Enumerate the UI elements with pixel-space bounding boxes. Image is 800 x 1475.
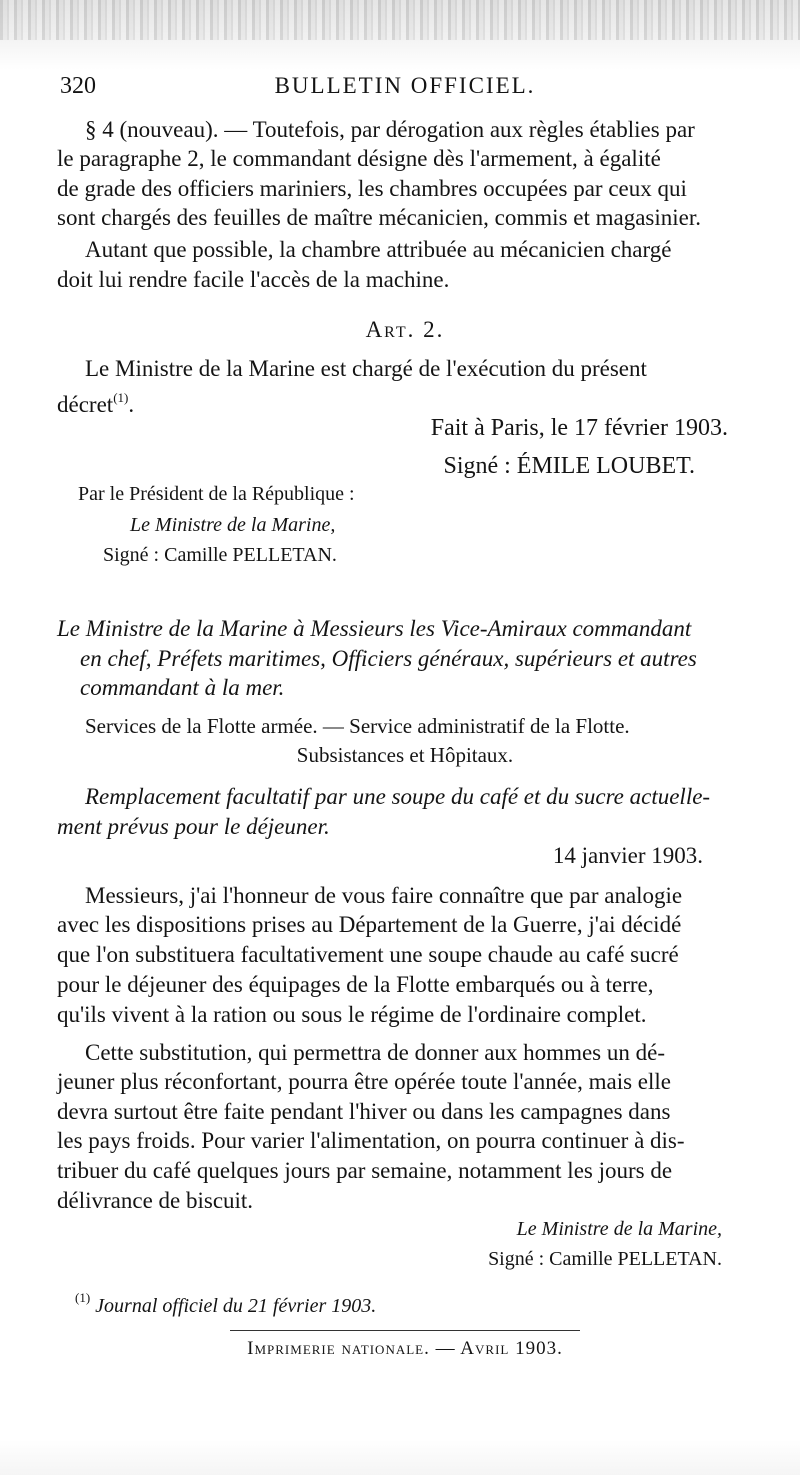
article-heading: Art. 2. xyxy=(365,317,445,342)
services-line-2: Subsistances et Hôpitaux. xyxy=(296,743,514,767)
scan-edge xyxy=(0,0,800,40)
imprint: Imprimerie nationale. — Avril 1903. xyxy=(247,1338,563,1359)
para-s4-line-3: de grade des officiers mariniers, les chambres occupées par ceux qui xyxy=(57,176,687,201)
body-p2-line-4: les pays froids. Pour varier l'alimentation, on pourra continuer à dis- xyxy=(57,1128,685,1153)
body-p1-line-5: qu'ils vivent à la ration ou sous le régime de l'ordinaire complet. xyxy=(57,1002,647,1027)
body-p1-line-2: avec les dispositions prises au Département de la Guerre, j'ai décidé xyxy=(57,912,682,937)
para-s4-line-1: § 4 (nouveau). — Toutefois, par dérogation aux règles établies par xyxy=(85,117,695,142)
signed-minister-2: Signé : Camille PELLETAN. xyxy=(488,1248,722,1270)
article-line-2-text: décret xyxy=(57,392,114,417)
footnote-marker: (1) xyxy=(75,1290,91,1305)
circular-address-line-2: en chef, Préfets maritimes, Officiers généraux, supérieurs et autres xyxy=(80,646,697,671)
circular-address-line-3: commandant à la mer. xyxy=(80,675,285,700)
footnote-text: Journal officiel du 21 février 1903. xyxy=(95,1295,377,1317)
body-p1-line-3: que l'on substituera facultativement une soupe chaude au café sucré xyxy=(57,942,679,967)
body-p2-line-3: devra surtout être faite pendant l'hiver ou dans les campagnes dans xyxy=(57,1099,671,1124)
par-le-president: Par le Président de la République : xyxy=(78,483,355,505)
para-s4-line-2: le paragraphe 2, le commandant désigne dès l'armement, à égalité xyxy=(57,146,661,171)
signed-president: Signé : ÉMILE LOUBET. xyxy=(443,453,695,479)
body-p2-line-5: tribuer du café quelques jours par semaine, notamment les jours de xyxy=(57,1158,673,1183)
body-p2-line-1: Cette substitution, qui permettra de donner aux hommes un dé- xyxy=(85,1040,665,1065)
body-p2-line-2: jeuner plus réconfortant, pourra être opérée toute l'année, mais elle xyxy=(57,1069,672,1094)
para-autant-line-2: doit lui rendre facile l'accès de la machine. xyxy=(57,267,450,292)
services-line-1: Services de la Flotte armée. — Service administratif de la Flotte. xyxy=(85,714,630,738)
article-line-2-end: . xyxy=(128,392,135,417)
circular-address-line-1: Le Ministre de la Marine à Messieurs les Vice-Amiraux commandant xyxy=(57,616,692,641)
subject-line-1: Remplacement facultatif par une soupe du café et du sucre actuelle- xyxy=(85,784,711,809)
article-line-1: Le Ministre de la Marine est chargé de l'exécution du présent xyxy=(85,356,647,381)
para-s4-line-4: sont chargés des feuilles de maître mécanicien, commis et magasinier. xyxy=(57,205,701,230)
body-p1-line-4: pour le déjeuner des équipages de la Flotte embarqués ou à terre, xyxy=(57,972,654,997)
footnote-ref: (1) xyxy=(113,390,129,405)
place-date: Fait à Paris, le 17 février 1903. xyxy=(430,415,728,441)
running-header xyxy=(60,73,750,103)
body-p1-line-1: Messieurs, j'ai l'honneur de vous faire connaître que par analogie xyxy=(85,883,683,908)
subject-line-2: ment prévus pour le déjeuner. xyxy=(57,814,330,839)
minister-title-2: Le Ministre de la Marine, xyxy=(516,1218,722,1240)
imprint-rule xyxy=(230,1330,580,1331)
para-autant-line-1: Autant que possible, la chambre attribuée au mécanicien chargé xyxy=(85,237,672,262)
footnote xyxy=(75,1284,575,1320)
page-number: 320 xyxy=(60,73,96,99)
body-p2-line-6: délivrance de biscuit. xyxy=(57,1188,254,1213)
running-title: BULLETIN OFFICIEL. xyxy=(274,73,536,98)
circular-date: 14 janvier 1903. xyxy=(552,843,703,868)
signed-minister-1: Signé : Camille PELLETAN. xyxy=(103,544,337,566)
minister-title-1: Le Ministre de la Marine, xyxy=(130,514,336,536)
